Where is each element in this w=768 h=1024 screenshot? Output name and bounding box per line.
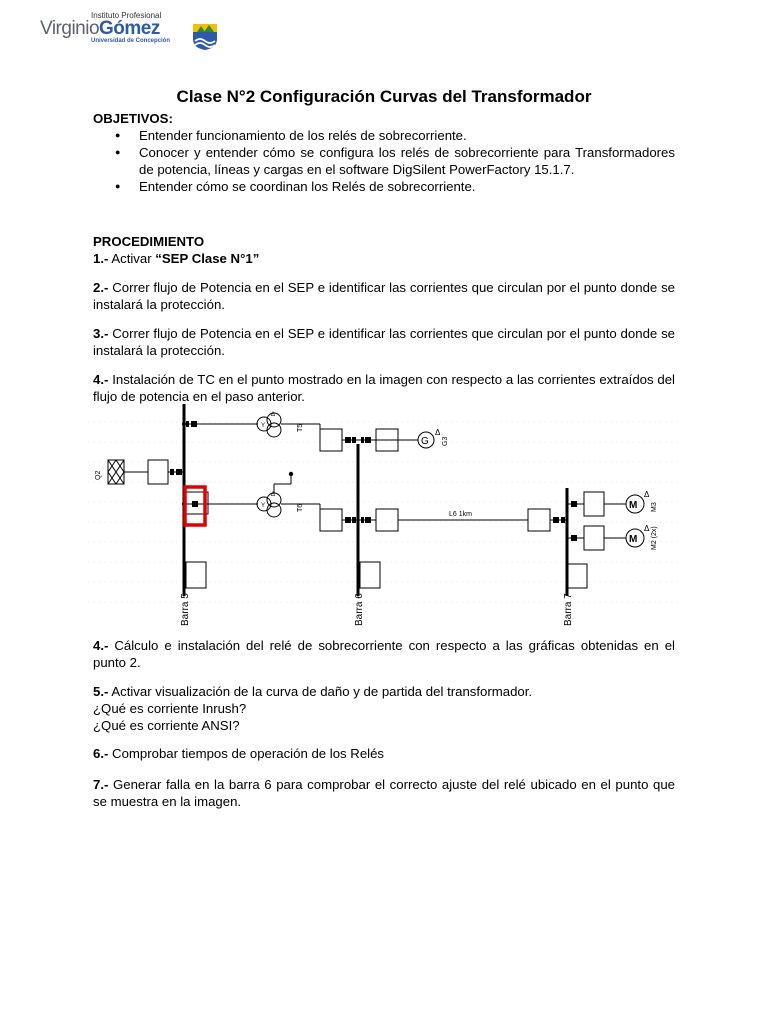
step-4 — [93, 371, 675, 405]
objectives-section — [93, 110, 675, 195]
logo-line1: Instituto Profesional — [91, 11, 162, 20]
step-number: 1.- — [93, 251, 109, 266]
step-text: Generar falla en la barra 6 para comprobar el correcto ajuste del relé ubicado en el punto que se muestra en la imagen. — [93, 777, 675, 809]
step-3 — [93, 325, 675, 359]
cubicle-m3 — [584, 492, 604, 516]
cubicle-t6-lv — [320, 509, 342, 531]
page-title: Clase N°2 Configuración Curvas del Transformador — [176, 87, 592, 106]
procedure-heading-block — [93, 233, 675, 267]
diagram-grid — [88, 422, 678, 602]
cubicle-q2 — [148, 460, 168, 484]
step-6 — [93, 683, 675, 734]
step-text: Correr flujo de Potencia en el SEP e identificar las corrientes que circulan por el punto donde se instalará la protección. — [93, 326, 675, 358]
cubicle-t5-lv — [320, 429, 342, 451]
single-line-diagram — [88, 402, 678, 632]
step-number: 7.- — [93, 777, 109, 792]
logo-brand — [40, 18, 160, 40]
step-number: 4.- — [93, 638, 109, 653]
logo-brand-light: Virginio — [40, 18, 100, 39]
step-text: Comprobar tiempos de operación de los Relés — [108, 746, 385, 761]
step-text: Instalación de TC en el punto mostrado en la imagen con respecto a las corrientes extraídos del flujo de potencia en el paso anterior. — [93, 372, 675, 404]
transformer-t5-winding-3 — [267, 423, 281, 437]
step-8 — [93, 776, 675, 810]
step-number: 4.- — [93, 372, 109, 387]
cubicle-line-l6-a — [376, 509, 398, 531]
cubicle-bus6-spare — [360, 562, 380, 588]
question-ansi: ¿Qué es corriente ANSI? — [93, 718, 240, 733]
motor-m2-delta: Δ — [644, 524, 650, 533]
objectives-heading: OBJETIVOS: — [93, 111, 173, 126]
motor-m3-delta: Δ — [644, 490, 650, 499]
t5-delta-symbol: Δ — [271, 412, 276, 418]
m2-label: M2 (2x) — [651, 526, 658, 550]
objective-item: ● Entender funcionamiento de los relés de sobrecorriente. — [93, 127, 675, 144]
bus-5-label: Barra 5 — [180, 593, 191, 626]
cubicle-m2 — [584, 526, 604, 550]
step-number: 5.- — [93, 684, 109, 699]
shield-icon — [192, 23, 218, 51]
step-2 — [93, 279, 675, 313]
cubicle-line-l6-b — [528, 509, 550, 531]
t6-delta-symbol: Δ — [271, 492, 276, 498]
line-l6-label: L6 1km — [449, 511, 472, 518]
step-number: 2.- — [93, 280, 109, 295]
step-1 — [93, 250, 675, 267]
question-inrush: ¿Qué es corriente Inrush? — [93, 701, 247, 716]
motor-m3-symbol: M — [629, 500, 638, 511]
logo-brand-bold: Gómez — [99, 18, 160, 39]
step-number: 6.- — [93, 746, 109, 761]
logo-line3: Universidad de Concepción — [91, 38, 171, 44]
step-7 — [93, 745, 675, 762]
t6-y-symbol: Y — [261, 503, 266, 509]
bus-6-label: Barra 6 — [354, 593, 365, 626]
m3-label: M3 — [651, 502, 658, 512]
step-bold-text: “SEP Clase N°1” — [155, 251, 260, 266]
step-text: Activar — [108, 251, 156, 266]
generator-symbol: G — [421, 436, 429, 447]
step-text: Cálculo e instalación del relé de sobrecorriente con respecto a las gráficas obtenidas en el punto 2. — [93, 638, 675, 670]
step-text: Activar visualización de la curva de daño y de partida del transformador. — [108, 684, 533, 699]
step-text: Correr flujo de Potencia en el SEP e identificar las corrientes que circulan por el punto donde se instalará la protección. — [93, 280, 675, 312]
g3-label: G3 — [442, 436, 449, 446]
objective-item: ● Conocer y entender cómo se configura los relés de sobrecorriente para Transformadores de potencia, líneas y cargas en el software DigSilent PowerFactory 15.1.7. — [93, 144, 675, 178]
objectives-list — [93, 127, 675, 195]
q2-label: Q2 — [95, 470, 102, 480]
cubicle-bus7-spare — [567, 564, 587, 588]
t6-label: T6 — [297, 503, 304, 512]
step-number: 3.- — [93, 326, 109, 341]
procedure-heading: PROCEDIMIENTO — [93, 234, 205, 249]
step-5 — [93, 637, 675, 671]
motor-m2-symbol: M — [629, 534, 638, 545]
generator-delta: Δ — [435, 428, 441, 437]
cubicle-bus5-spare — [186, 562, 206, 588]
bus-7-label: Barra 7 — [563, 593, 574, 626]
transformer-t6-winding-3 — [267, 503, 281, 517]
institution-logo — [40, 10, 190, 46]
t5-label: T5 — [297, 423, 304, 432]
t5-y-symbol: Y — [261, 423, 266, 429]
objective-item: ● Entender cómo se coordinan los Relés de sobrecorriente. — [93, 178, 675, 195]
